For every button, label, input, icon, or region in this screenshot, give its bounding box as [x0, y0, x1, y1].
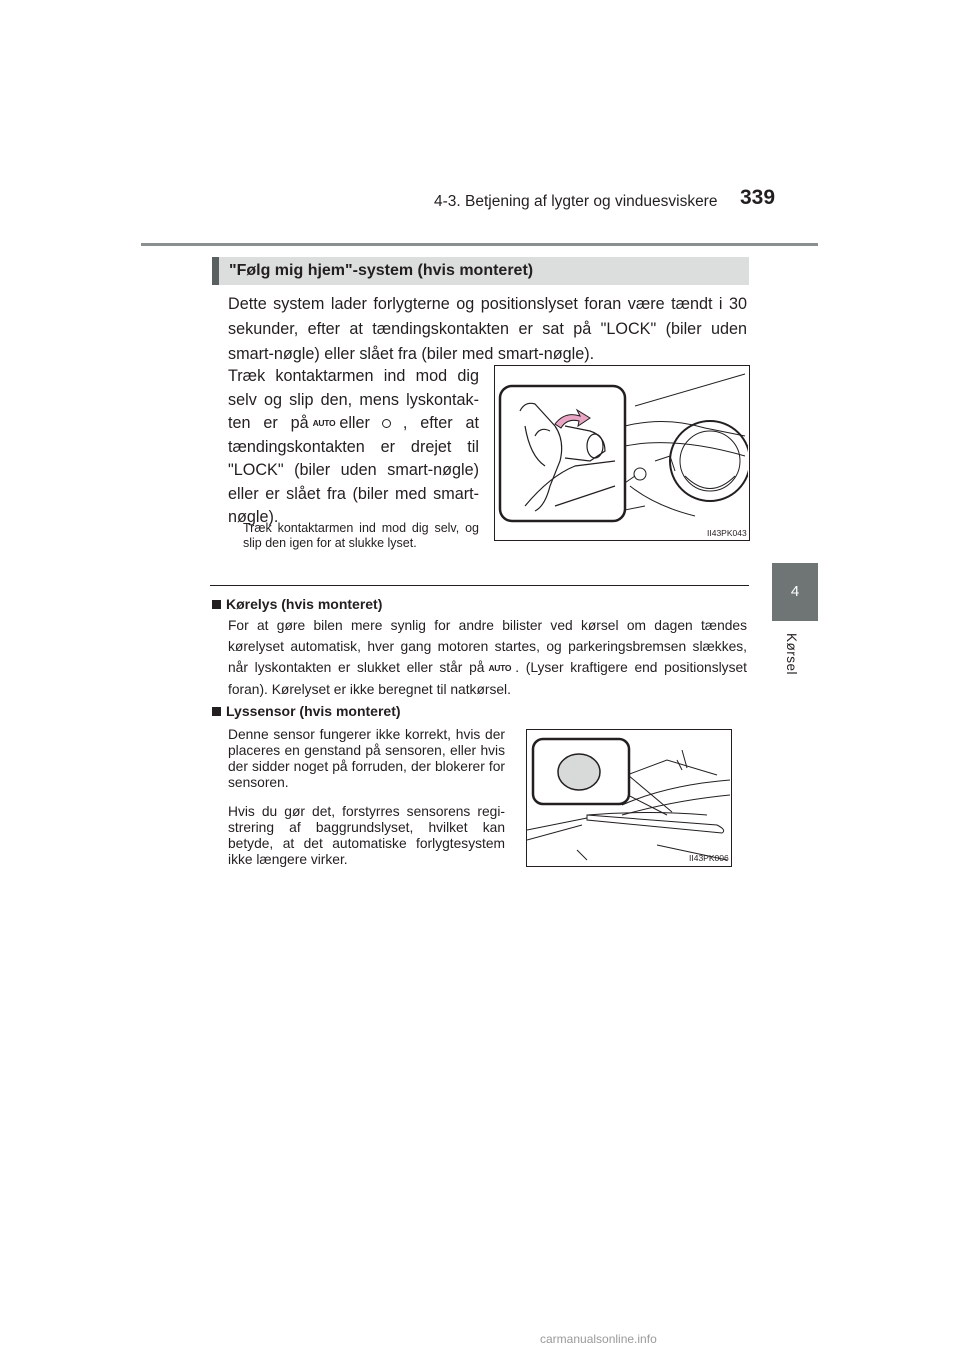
lyssensor-paragraph-2: Hvis du gør det, forstyrres sensorens regi-strering af baggrundslyset, hvilket kan betyde, at det automatiske forlygtesystem ikke længere virker.: [228, 804, 505, 867]
section-title-bar: [212, 257, 749, 285]
figure-lever-pull: [494, 365, 750, 541]
instruction-paragraph: [228, 365, 479, 530]
intro-paragraph: Dette system lader forlygterne og positionslyset foran være tændt i 30 sekunder, efter at tændingskontakten er sat på "LOCK" (biler uden smart-nøgle) eller slået fra (biler med smart-nøgle).: [228, 295, 747, 363]
korelys-text: [228, 615, 747, 700]
lyssensor-paragraph-1: Denne sensor fungerer ikke korrekt, hvis der placeres en genstand på sensoren, eller hvis der sidder noget på forruden, der blokerer for sensoren.: [228, 727, 505, 790]
instruction-text-3: , efter at tændingskontakten er drejet til "LOCK" (biler uden smart-nøgle) eller er slået fra (biler med smart-nøgle).: [228, 414, 479, 527]
instruction-note: Træk kontaktarmen ind mod dig selv, og slip den igen for at slukke lyset.: [243, 521, 479, 550]
instruction-text-1: Træk kontaktarmen ind mod dig selv og slip den, mens lyskontak-ten er på: [228, 367, 479, 433]
chapter-tab: [772, 563, 818, 621]
section-title-marker: [212, 257, 219, 285]
bullet-square-icon: [212, 600, 221, 609]
lyssensor-title: Lyssensor (hvis monteret): [226, 703, 401, 719]
lyssensor-heading: [212, 703, 401, 719]
chapter-label: Kørsel: [784, 633, 799, 676]
korelys-text-2: . (Lyser kraftigere end positionslyset foran). Kørelyset er ikke beregnet til natkørsel.: [228, 660, 747, 697]
section-divider: [210, 585, 749, 586]
headlight-icon: [382, 419, 391, 428]
korelys-title: Kørelys (hvis monteret): [226, 596, 383, 612]
instruction-text-2: eller: [339, 414, 370, 433]
lever-illustration: [495, 366, 748, 539]
figure-light-sensor: [526, 729, 732, 867]
header-divider: [141, 243, 818, 246]
section-title: "Følg mig hjem"-system (hvis monteret): [229, 262, 534, 279]
auto-icon-inline: AUTO: [488, 662, 512, 673]
auto-icon: AUTO: [312, 418, 336, 428]
korelys-text-1: For at gøre bilen mere synlig for andre bilister ved kørsel om dagen tændes kørelyset automatisk, hver gang motoren startes, og parkeringsbremsen slækkes, når lyskontakten er slukket eller står på: [228, 618, 747, 675]
sensor-illustration: [527, 730, 730, 865]
korelys-heading: [212, 596, 382, 612]
bullet-square-icon: [212, 707, 221, 716]
footer-watermark: carmanualsonline.info: [540, 1332, 657, 1346]
header-section-title: 4-3. Betjening af lygter og vinduesviskere: [434, 193, 718, 210]
chapter-number: 4: [790, 583, 800, 600]
figure-1-code: II43PK043: [707, 528, 747, 538]
page-number: 339: [740, 186, 776, 209]
figure-2-code: II43PK006: [689, 853, 729, 863]
